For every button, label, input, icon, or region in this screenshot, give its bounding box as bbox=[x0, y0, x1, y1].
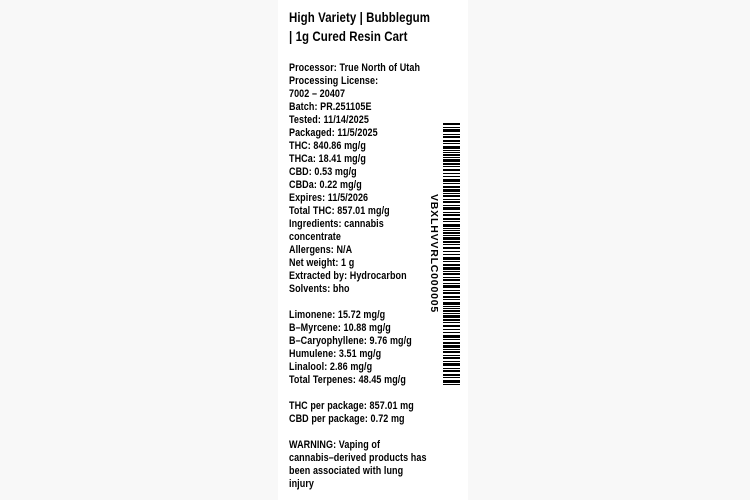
barcode-bar bbox=[443, 214, 460, 216]
barcode-bar bbox=[443, 319, 460, 321]
barcode-bar bbox=[443, 332, 460, 333]
barcode-bar bbox=[443, 267, 460, 270]
barcode-bar bbox=[443, 264, 460, 266]
total-terpenes-line: Total Terpenes: 48.45 mg/g bbox=[289, 374, 406, 386]
barcode-bar bbox=[443, 207, 460, 210]
barcode-bar bbox=[443, 285, 460, 288]
extracted-by-line: Extracted by: Hydrocarbon bbox=[289, 270, 407, 282]
product-title-line: | 1g Cured Resin Cart bbox=[289, 29, 408, 44]
batch-line: Batch: PR.251105E bbox=[289, 101, 372, 113]
barcode-bar bbox=[443, 279, 460, 281]
barcode-bar bbox=[443, 140, 460, 142]
barcode-bar bbox=[443, 152, 460, 153]
barcode-bar bbox=[443, 235, 460, 236]
barcode-bar bbox=[443, 306, 460, 307]
caryophyllene-line: B–Caryophyllene: 9.76 mg/g bbox=[289, 335, 412, 347]
barcode-bar bbox=[443, 159, 460, 162]
cbd-per-package-line: CBD per package: 0.72 mg bbox=[289, 413, 405, 425]
barcode-bar bbox=[443, 218, 460, 220]
barcode-bar bbox=[443, 154, 460, 156]
license-number-line: 7002 – 20407 bbox=[289, 88, 346, 100]
packaged-date-line: Packaged: 11/5/2025 bbox=[289, 127, 378, 139]
warning-line: injury bbox=[289, 478, 315, 490]
cbd-line: CBD: 0.53 mg/g bbox=[289, 166, 357, 178]
barcode-bar bbox=[443, 228, 460, 229]
barcode-bar bbox=[443, 299, 460, 300]
barcode-bar bbox=[443, 290, 460, 291]
barcode-bar bbox=[443, 329, 460, 330]
barcode-bar bbox=[443, 247, 460, 249]
barcode-bar bbox=[443, 315, 460, 318]
section-product-info bbox=[289, 62, 439, 296]
net-weight-line: Net weight: 1 g bbox=[289, 257, 355, 269]
barcode-bar bbox=[443, 146, 460, 149]
barcode-bar bbox=[443, 374, 460, 376]
processor-line: Processor: True North of Utah bbox=[289, 62, 421, 74]
section-terpenes bbox=[289, 309, 439, 387]
section-warning bbox=[289, 439, 439, 491]
barcode-bar bbox=[443, 377, 460, 378]
barcode-bar bbox=[443, 261, 460, 262]
barcode-bar bbox=[443, 355, 460, 356]
barcode-bar bbox=[443, 325, 460, 327]
humulene-line: Humulene: 3.51 mg/g bbox=[289, 348, 382, 360]
product-label bbox=[278, 0, 468, 500]
barcode-bar bbox=[443, 127, 460, 128]
solvents-line: Solvents: bho bbox=[289, 283, 350, 295]
barcode-bar bbox=[443, 251, 460, 252]
barcode-bar bbox=[443, 136, 460, 138]
barcode-bar bbox=[443, 357, 460, 359]
processing-license-line: Processing License: bbox=[289, 75, 379, 87]
thc-per-package-line: THC per package: 857.01 mg bbox=[289, 400, 414, 412]
barcode-bar bbox=[443, 224, 460, 227]
barcode-bar bbox=[443, 241, 460, 243]
barcode-bar bbox=[443, 380, 460, 383]
tested-date-line: Tested: 11/14/2025 bbox=[289, 114, 369, 126]
cbda-line: CBDa: 0.22 mg/g bbox=[289, 179, 362, 191]
barcode-bar bbox=[443, 342, 460, 344]
barcode-bar bbox=[443, 345, 460, 348]
barcode-bar bbox=[443, 339, 460, 340]
linalool-line: Linalool: 2.86 mg/g bbox=[289, 361, 373, 373]
barcode-bar bbox=[443, 183, 460, 184]
barcode-bar bbox=[443, 179, 460, 182]
barcode-bar bbox=[443, 176, 460, 177]
barcode-bar bbox=[443, 173, 460, 174]
allergens-line: Allergens: N/A bbox=[289, 244, 353, 256]
barcode-bar bbox=[443, 370, 460, 372]
barcode-bar bbox=[443, 292, 460, 294]
barcode-bar bbox=[443, 361, 460, 362]
barcode-bar bbox=[443, 335, 460, 338]
product-title bbox=[289, 8, 439, 46]
barcode-bar bbox=[443, 157, 460, 158]
barcode-bar bbox=[443, 163, 460, 165]
barcode-bar bbox=[443, 169, 460, 171]
barcode-bar bbox=[443, 230, 460, 231]
barcode-bar bbox=[443, 123, 460, 125]
barcode-bar bbox=[443, 205, 460, 206]
barcode-bar bbox=[443, 313, 460, 314]
ingredients-line-wrap: concentrate bbox=[289, 231, 341, 243]
barcode bbox=[443, 123, 460, 385]
barcode-bar bbox=[443, 322, 460, 323]
expires-line: Expires: 11/5/2026 bbox=[289, 192, 369, 204]
barcode-bar bbox=[443, 232, 460, 234]
barcode-bar bbox=[443, 129, 460, 132]
warning-line: WARNING: Vaping of bbox=[289, 439, 381, 451]
barcode-bar bbox=[443, 254, 460, 255]
barcode-bar bbox=[443, 273, 460, 275]
barcode-bar bbox=[443, 150, 460, 151]
barcode-bar bbox=[443, 201, 460, 203]
barcode-bar bbox=[443, 283, 460, 284]
barcode-bar bbox=[443, 368, 460, 369]
barcode-bar bbox=[443, 310, 460, 312]
barcode-bar bbox=[443, 212, 460, 213]
barcode-bar bbox=[443, 166, 460, 167]
warning-line: been associated with lung bbox=[289, 465, 404, 477]
barcode-bar bbox=[443, 349, 460, 350]
barcode-text: VBXLHVVRLC000005 bbox=[428, 194, 440, 314]
section-per-package bbox=[289, 400, 439, 426]
barcode-bar bbox=[443, 134, 460, 135]
myrcene-line: B–Myrcene: 10.88 mg/g bbox=[289, 322, 391, 334]
barcode-bar bbox=[443, 244, 460, 245]
barcode-bar bbox=[443, 193, 460, 194]
label-content bbox=[289, 8, 439, 500]
warning-line: cannabis–derived products has bbox=[289, 452, 427, 464]
limonene-line: Limonene: 15.72 mg/g bbox=[289, 309, 386, 321]
total-thc-line: Total THC: 857.01 mg/g bbox=[289, 205, 390, 217]
barcode-bar bbox=[443, 277, 460, 278]
barcode-bar bbox=[443, 143, 460, 144]
product-title-line: High Variety | Bubblegum bbox=[289, 10, 431, 25]
barcode-bar bbox=[443, 189, 460, 192]
barcode-bar bbox=[443, 195, 460, 197]
barcode-bar bbox=[443, 296, 460, 298]
barcode-bar bbox=[443, 302, 460, 305]
barcode-bar bbox=[443, 221, 460, 222]
barcode-bar bbox=[443, 351, 460, 353]
ingredients-line: Ingredients: cannabis bbox=[289, 218, 384, 230]
barcode-bar bbox=[443, 384, 460, 385]
thc-line: THC: 840.86 mg/g bbox=[289, 140, 366, 152]
barcode-bar bbox=[443, 271, 460, 272]
thca-line: THCa: 18.41 mg/g bbox=[289, 153, 366, 165]
barcode-bar bbox=[443, 363, 460, 366]
barcode-bar bbox=[443, 257, 460, 260]
barcode-bar bbox=[443, 186, 460, 188]
barcode-bar bbox=[443, 199, 460, 200]
barcode-bar bbox=[443, 308, 460, 309]
barcode-bar bbox=[443, 237, 460, 240]
